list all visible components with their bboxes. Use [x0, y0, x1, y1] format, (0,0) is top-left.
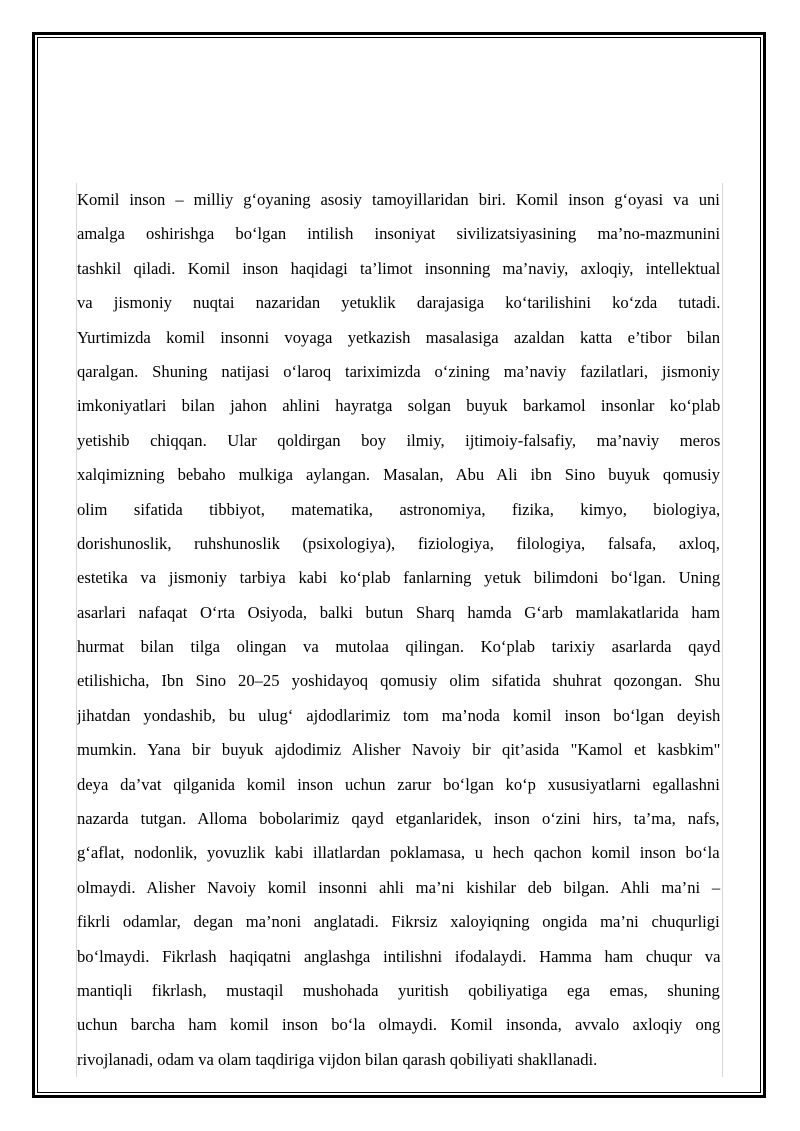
text-line: asarlari nafaqat O‘rta Osiyoda, balki butun Sharq hamda G‘arb mamlakatlarida ham [76, 596, 723, 630]
text-line: olim sifatida tibbiyot, matematika, astronomiya, fizika, kimyo, biologiya, [76, 493, 723, 527]
text-line: jihatdan yondashib, bu ulug‘ ajdodlarimiz tom ma’noda komil inson bo‘lgan deyish [76, 699, 723, 733]
text-line: nazarda tutgan. Alloma bobolarimiz qayd etganlaridek, inson o‘zini hirs, ta’ma, nafs, [76, 802, 723, 836]
text-line: tashkil qiladi. Komil inson haqidagi ta’limot insonning ma’naviy, axloqiy, intellektual [76, 252, 723, 286]
body-paragraph [76, 183, 723, 1077]
text-line: amalga oshirishga bo‘lgan intilish insoniyat sivilizatsiyasining ma’no-mazmunini [76, 217, 723, 251]
text-line: fikrli odamlar, degan ma’noni anglatadi. Fikrsiz xaloyiqning ongida ma’ni chuqurligi [76, 905, 723, 939]
text-line: Yurtimizda komil insonni voyaga yetkazish masalasiga azaldan katta e’tibor bilan [76, 321, 723, 355]
text-line: qaralgan. Shuning natijasi o‘laroq tariximizda o‘zining ma’naviy fazilatlari, jismoniy [76, 355, 723, 389]
text-line: etilishicha, Ibn Sino 20–25 yoshidayoq qomusiy olim sifatida shuhrat qozongan. Shu [76, 664, 723, 698]
text-line: xalqimizning bebaho mulkiga aylangan. Masalan, Abu Ali ibn Sino buyuk qomusiy [76, 458, 723, 492]
text-line: mantiqli fikrlash, mustaqil mushohada yuritish qobiliyatiga ega emas, shuning [76, 974, 723, 1008]
text-line: va jismoniy nuqtai nazaridan yetuklik darajasiga ko‘tarilishini ko‘zda tutadi. [76, 286, 723, 320]
text-line: mumkin. Yana bir buyuk ajdodimiz Alisher Navoiy bir qit’asida "Kamol et kasbkim" [76, 733, 723, 767]
text-line: bo‘lmaydi. Fikrlash haqiqatni anglashga intilishni ifodalaydi. Hamma ham chuqur va [76, 940, 723, 974]
text-line: yetishib chiqqan. Ular qoldirgan boy ilmiy, ijtimoiy-falsafiy, ma’naviy meros [76, 424, 723, 458]
text-line: imkoniyatlari bilan jahon ahlini hayratga solgan buyuk barkamol insonlar ko‘plab [76, 389, 723, 423]
text-line: Komil inson – milliy g‘oyaning asosiy tamoyillaridan biri. Komil inson g‘oyasi va uni [76, 183, 723, 217]
text-line-last: rivojlanadi, odam va olam taqdiriga vijdon bilan qarash qobiliyati shakllanadi. [76, 1043, 723, 1077]
text-line: dorishunoslik, ruhshunoslik (psixologiya), fiziologiya, filologiya, falsafa, axloq, [76, 527, 723, 561]
text-line: estetika va jismoniy tarbiya kabi ko‘plab fanlarning yetuk bilimdoni bo‘lgan. Uning [76, 561, 723, 595]
text-line: g‘aflat, nodonlik, yovuzlik kabi illatlardan poklamasa, u hech qachon komil inson bo‘la [76, 836, 723, 870]
text-line: hurmat bilan tilga olingan va mutolaa qilingan. Ko‘plab tarixiy asarlarda qayd [76, 630, 723, 664]
text-line: deya da’vat qilganida komil inson uchun zarur bo‘lgan ko‘p xususiyatlarni egallashni [76, 768, 723, 802]
text-line: uchun barcha ham komil inson bo‘la olmaydi. Komil insonda, avvalo axloqiy ong [76, 1008, 723, 1042]
text-line: olmaydi. Alisher Navoiy komil insonni ahli ma’ni kishilar deb bilgan. Ahli ma’ni – [76, 871, 723, 905]
